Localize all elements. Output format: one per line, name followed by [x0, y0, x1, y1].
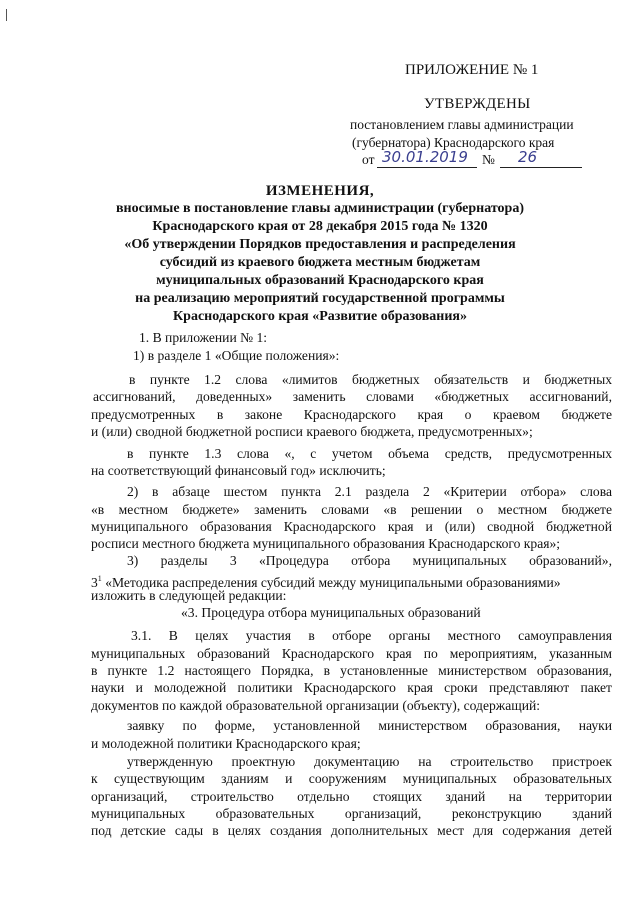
item-1-1: 1) в разделе 1 «Общие положения»:	[133, 348, 340, 363]
title-line: муниципальных образований Краснодарского края	[156, 273, 484, 288]
paragraph-line: в пункте 1.3 слова «, с учетом объема средств, предусмотренных	[127, 446, 612, 461]
paragraph-line: науки и молодежной политики Краснодарского края сроки представляют пакет	[91, 680, 612, 695]
paragraph-line: в пункте 1.2 слова «лимитов бюджетных обязательств и бюджетных	[129, 372, 612, 387]
date-from-label: от	[362, 152, 375, 167]
paragraph-line: заявку по форме, установленной министерством образования, науки	[127, 718, 612, 733]
item-1: 1. В приложении № 1:	[139, 330, 268, 345]
paragraph-line: в пункте 1.2 настоящего Порядка, в установленные министерством образования,	[91, 663, 612, 678]
appendix-label: ПРИЛОЖЕНИЕ № 1	[405, 62, 539, 78]
paragraph-line: муниципальных образований Краснодарского края по мероприятиям, указанным	[91, 646, 612, 661]
paragraph-line: организаций, строительство отдельно стоящих зданий на территории	[91, 789, 612, 804]
section-heading: «3. Процедура отбора муниципальных образований	[181, 605, 481, 620]
paragraph-line: предусмотренных в законе Краснодарского края о краевом бюджете	[91, 407, 612, 422]
section-superscript: 1	[97, 574, 102, 583]
number-label: №	[482, 152, 495, 167]
paragraph-line: к существующим зданиям и сооружениям муниципальных образовательных	[91, 771, 612, 786]
paragraph-line: под детские сады в целях создания дополнительных мест для содержания детей	[91, 823, 612, 838]
number-underline	[500, 167, 582, 168]
date-underline	[377, 167, 477, 168]
approval-line-1: постановлением главы администрации	[350, 117, 574, 132]
title-line: Краснодарского края от 28 декабря 2015 года № 1320	[152, 219, 488, 234]
paragraph-line: муниципального образования Краснодарского края и (или) сводной бюджетной	[91, 519, 612, 534]
title-line: Краснодарского края «Развитие образования»	[173, 309, 467, 324]
title-line: вносимые в постановление главы администрации (губернатора)	[115, 201, 525, 216]
paragraph-line: документов по каждой образовательной организации (объекту), содержащий:	[91, 698, 541, 713]
paragraph-line: 3.1. В целях участия в отборе органы местного самоуправления	[131, 628, 612, 643]
document-heading: ИЗМЕНЕНИЯ,	[265, 183, 375, 199]
title-line: субсидий из краевого бюджета местным бюджетам	[159, 255, 481, 270]
scan-mark	[6, 9, 7, 21]
title-line: на реализацию мероприятий государственной программы	[135, 291, 505, 306]
section-title-text: «Методика распределения субсидий между муниципальными образованиями»	[101, 575, 561, 590]
approved-label: УТВЕРЖДЕНЫ	[424, 96, 531, 112]
handwritten-date: 30.01.2019	[382, 148, 468, 166]
paragraph-line: и (или) сводной бюджетной росписи краевого бюджета, предусмотренных»;	[91, 424, 533, 439]
handwritten-number: 26	[518, 148, 538, 166]
paragraph-line: муниципальных образовательных организаций, реконструкцию зданий	[91, 806, 612, 821]
paragraph-line: на соответствующий финансовый год» исключить;	[91, 463, 386, 478]
paragraph-line: изложить в следующей редакции:	[91, 588, 287, 603]
section-number: 3	[91, 575, 98, 590]
paragraph-line: «в местном бюджете» заменить словами «в решении о местном бюджете	[91, 502, 612, 517]
paragraph-line: росписи местного бюджета муниципального образования Краснодарского края»;	[91, 536, 561, 551]
paragraph-line: ассигнований, доведенных» заменить словами «бюджетных ассигнований,	[93, 389, 612, 404]
paragraph-line: утвержденную проектную документацию на строительство пристроек	[127, 754, 612, 769]
paragraph-line: 2) в абзаце шестом пункта 2.1 раздела 2 «Критерии отбора» слова	[127, 484, 612, 499]
paragraph-line: 3) разделы 3 «Процедура отбора муниципальных образований»,	[127, 553, 612, 568]
title-line: «Об утверждении Порядков предоставления и распределения	[124, 237, 516, 252]
paragraph-line: и молодежной политики Краснодарского края;	[91, 736, 361, 751]
approval-line-2: (губернатора) Краснодарского края	[352, 135, 555, 150]
